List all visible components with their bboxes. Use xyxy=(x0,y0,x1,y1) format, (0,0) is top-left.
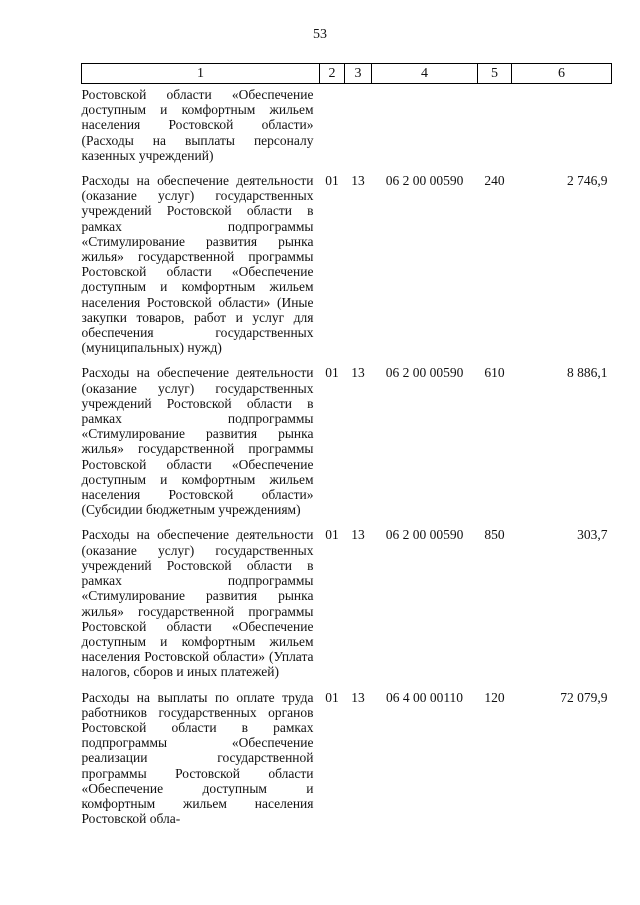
budget-table xyxy=(81,63,612,826)
row-expense-type: 120 xyxy=(484,689,505,705)
row-amount: 303,7 xyxy=(577,527,608,543)
row-target-code: 06 2 00 00590 xyxy=(385,527,464,543)
row-expense-type: 240 xyxy=(484,173,505,189)
row-expense-type: 850 xyxy=(484,527,505,543)
row-expense-type: 610 xyxy=(484,365,505,381)
row-amount: 2 746,9 xyxy=(567,173,608,189)
row-description: Ростовской области «Обеспечение доступным и комфортным жильем населения Ростовской области» (Расходы на выплаты персоналу казенных учреждений) xyxy=(81,87,314,163)
row-section: 01 xyxy=(325,527,339,543)
header-col-4: 4 xyxy=(372,64,478,84)
row-section: 01 xyxy=(325,173,339,189)
row-target-code: 06 4 00 00110 xyxy=(385,689,464,705)
header-col-1: 1 xyxy=(82,64,320,84)
row-section: 01 xyxy=(325,365,339,381)
row-section: 01 xyxy=(325,689,339,705)
row-subsection: 13 xyxy=(351,527,365,543)
page-number: 53 xyxy=(313,27,327,42)
row-subsection: 13 xyxy=(351,689,365,705)
row-target-code: 06 2 00 00590 xyxy=(385,365,464,381)
row-description: Расходы на обеспечение деятельности (оказание услуг) государственных учреждений Ростовской области в рамках подпрограммы «Стимулирование развития рынка жилья» государственной программы Ростовской области «Обеспечение доступным и комфортным жильем населения Ростовской области» (Субсидии бюджетным учреждениям) xyxy=(81,365,314,518)
row-amount xyxy=(512,84,612,164)
row-description: Расходы на выплаты по оплате труда работников государственных органов Ростовской области в рамках подпрограммы «Обеспечение реализации государственной программы Ростовской области «Обеспечение доступным и комфортным жильем населения Ростовской обла- xyxy=(81,689,314,827)
row-description: Расходы на обеспечение деятельности (оказание услуг) государственных учреждений Ростовской области в рамках подпрограммы «Стимулирование развития рынка жилья» государственной программы Ростовской области «Обеспечение доступным и комфортным жильем населения Ростовской области» (Иные закупки товаров, работ и услуг для обеспечения государственных (муниципальных) нужд) xyxy=(81,173,314,356)
row-section xyxy=(320,84,345,164)
header-col-3: 3 xyxy=(345,64,372,84)
row-subsection: 13 xyxy=(351,365,365,381)
header-col-6: 6 xyxy=(512,64,612,84)
row-target-code: 06 2 00 00590 xyxy=(385,173,464,189)
row-amount: 8 886,1 xyxy=(567,365,608,381)
row-target-code xyxy=(372,84,478,164)
table-row xyxy=(82,163,612,355)
table-header-row xyxy=(82,64,612,84)
table-row xyxy=(82,84,612,164)
table-row xyxy=(82,517,612,679)
header-col-2: 2 xyxy=(320,64,345,84)
row-amount: 72 079,9 xyxy=(560,689,608,705)
table-row xyxy=(82,680,612,827)
row-subsection: 13 xyxy=(351,173,365,189)
table-row xyxy=(82,355,612,517)
header-col-5: 5 xyxy=(478,64,512,84)
row-expense-type xyxy=(478,84,512,164)
row-subsection xyxy=(345,84,372,164)
row-description: Расходы на обеспечение деятельности (оказание услуг) государственных учреждений Ростовской области в рамках подпрограммы «Стимулирование развития рынка жилья» государственной программы Ростовской области «Обеспечение доступным и комфортным жильем населения Ростовской области» (Уплата налогов, сборов и иных платежей) xyxy=(81,527,314,680)
